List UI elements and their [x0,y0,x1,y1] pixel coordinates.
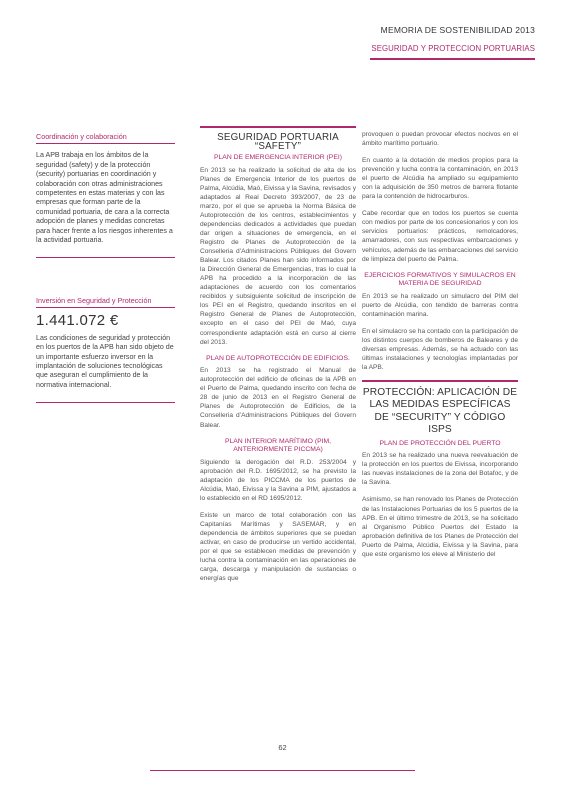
column-1 [200,130,356,591]
footer-rule [150,770,415,771]
page-number: 62 [278,743,287,752]
column-2 [362,130,518,567]
subsection-title: EJERCICIOS FORMATIVOS Y SIMULACROS EN MATERIA DE SEGURIDAD [364,271,516,288]
sidebar-heading: Inversión en Seguridad y Protección [36,296,175,308]
subsection-title: PLAN INTERIOR MARÍTIMO (PIM, ANTERIORMENTE PICCMA) [224,437,332,454]
paragraph: provoquen o puedan provocar efectos nocivos en el ámbito marítimo portuario. [362,131,518,148]
sidebar-text: La APB trabaja en los ámbitos de la seguridad (safety) y de la protección (security) portuarias en coordinación y colaboración con otras administraciones competentes en estas materias y con las empresas que forman parte de la comunidad portuaria, de cara a la correcta adopción de planes y medidas concretas para hacer frente a los riesgos inherentes a la actividad portuaria. [36,151,173,245]
header-section: SEGURIDAD Y PROTECCION PORTUARIAS [371,44,535,53]
paragraph: En 2013 se ha realizado una nueva reevaluación de la protección en los puertos de Eivissa, incorporando las nuevas instalaciones de la zona del Botafoc, y de la Savina. [362,452,518,487]
paragraph: Siguiendo la derogación del R.D. 253/2004 y aprobación del R.D. 1695/2012, se ha previsto la adaptación de los PICCMA de los puertos de Alcúdia, Maó, Eivissa y la Savina a PIM, ajustados a lo establecido en el RD 1695/2012. [200,458,356,502]
section-title-safety: SEGURIDAD PORTUARIA “SAFETY” [217,132,339,153]
subsection-title: PLAN DE AUTOPROTECCIÓN DE EDIFICIOS. [206,354,350,362]
paragraph: En cuanto a la dotación de medios propios para la prevención y lucha contra la contaminación, en 2013 el puerto de Alcúdia ha ampliado su equipamiento con la adquisición de 350 metros de barrera flotante para la contención de hidrocarburos. [362,157,518,201]
investment-amount: 1.441.072 € [36,312,119,330]
sidebar-box-coordination [36,132,175,258]
section-rule [362,380,518,382]
sidebar-text: Las condiciones de seguridad y protección en los puertos de la APB han sido objeto de un importante esfuerzo inversor en la implantación de soluciones tecnológicas que aseguran el cumplimiento de la normativa internacional. [36,333,174,389]
paragraph: Asimismo, se han renovado los Planes de Protección de las Instalaciones Portuarias de los 5 puertos de la APB. En el último trimestre de 2013, se ha solicitado al Organismo Público Puertos del Estado la aprobación definitiva de los Planes de Protección del Puerto de Palma, Alcúdia, Eivissa y la Savina, para que este organismo los eleve al Ministerio del [362,496,518,558]
header-rule [370,58,535,60]
sidebar-box-investment [36,296,175,403]
sidebar-divider [36,257,175,258]
column-rule [200,126,356,128]
paragraph: En 2013 se ha registrado el Manual de autoprotección del edificio de oficinas de la APB en el Puerto de Palma, quedando inscrito con fecha de 28 de junio de 2013 en el Registro General de Planes de Autoprotección de Edificios, de la Conselleria d’Administracions Públiques del Govern Balear. [200,367,356,429]
subsection-title: PLAN DE EMERGENCIA INTERIOR (PEI) [213,154,343,162]
paragraph: En el simulacro se ha contado con la participación de los distintos cuerpos de bomberos de Baleares y de diversas empresas. Además, se ha actuado con las últimas instalaciones y tecnologías implantadas por la APB. [362,327,518,372]
section-title-security: PROTECCIÓN: APLICACIÓN DE LAS MEDIDAS ESPECÍFICAS DE “SECURITY” Y CÓDIGO ISPS [362,386,518,436]
subsection-title: PLAN DE PROTECCIÓN DEL PUERTO [379,439,501,447]
paragraph: Cabe recordar que en todos los puertos se cuenta con medios por parte de los concesionarios y con los servicios portuarios: prácticos, remolcadores, amarradores, con sus respectivas embarcaciones y vehículos, además de las embarcaciones del servicio de limpieza del puerto de Palma. [362,210,518,263]
sidebar-divider [36,402,175,403]
paragraph: En 2013 se ha realizado la solicitud de alta de los Planes de Emergencia Interior de los puertos de Palma, Alcúdia, Maó, Eivissa y la Savina, revisados y adaptados al Real Decreto 393/2007, de 23 de marzo, por el que se aprueba la Norma Básica de Autoprotección de los centros, establecimientos y dependencias dedicados a actividades que puedan dar origen a situaciones de emergencia, en el Registro de Planes de Autoprotección de la Conselleria d’Administracions Públiques del Govern Balear. Los citados Planes han sido informados por la Dirección General de Emergencias, tras lo cual la APB ha procedido a la incorporación de las adaptaciones de acuerdo con los comentarios recibidos y subsiguiente solicitud de inscripción de los PEI en el Registro, quedando inscritos en el Registro General de Planes de Autoprotección, excepto en el caso del PEI de Maó, cuya correspondiente adaptación está en curso al cierre del 2013. [200,166,356,346]
paragraph: Existe un marco de total colaboración con las Capitanías Marítimas y SASEMAR, y en dependencia de ámbitos superiores que se puedan activar, en caso de producirse un vertido accidental, por el que se establecen medidas de prevención y lucha contra la contaminación en las operaciones de carga, descarga y manipulación de sustancias o energías que [200,511,356,583]
header-title: MEMORIA DE SOSTENIBILIDAD 2013 [380,25,535,35]
paragraph: En 2013 se ha realizado un simulacro del PIM del puerto de Alcúdia, con tendido de barreras contra contaminación marina. [362,292,518,318]
sidebar-heading: Coordinación y colaboración [36,132,175,144]
